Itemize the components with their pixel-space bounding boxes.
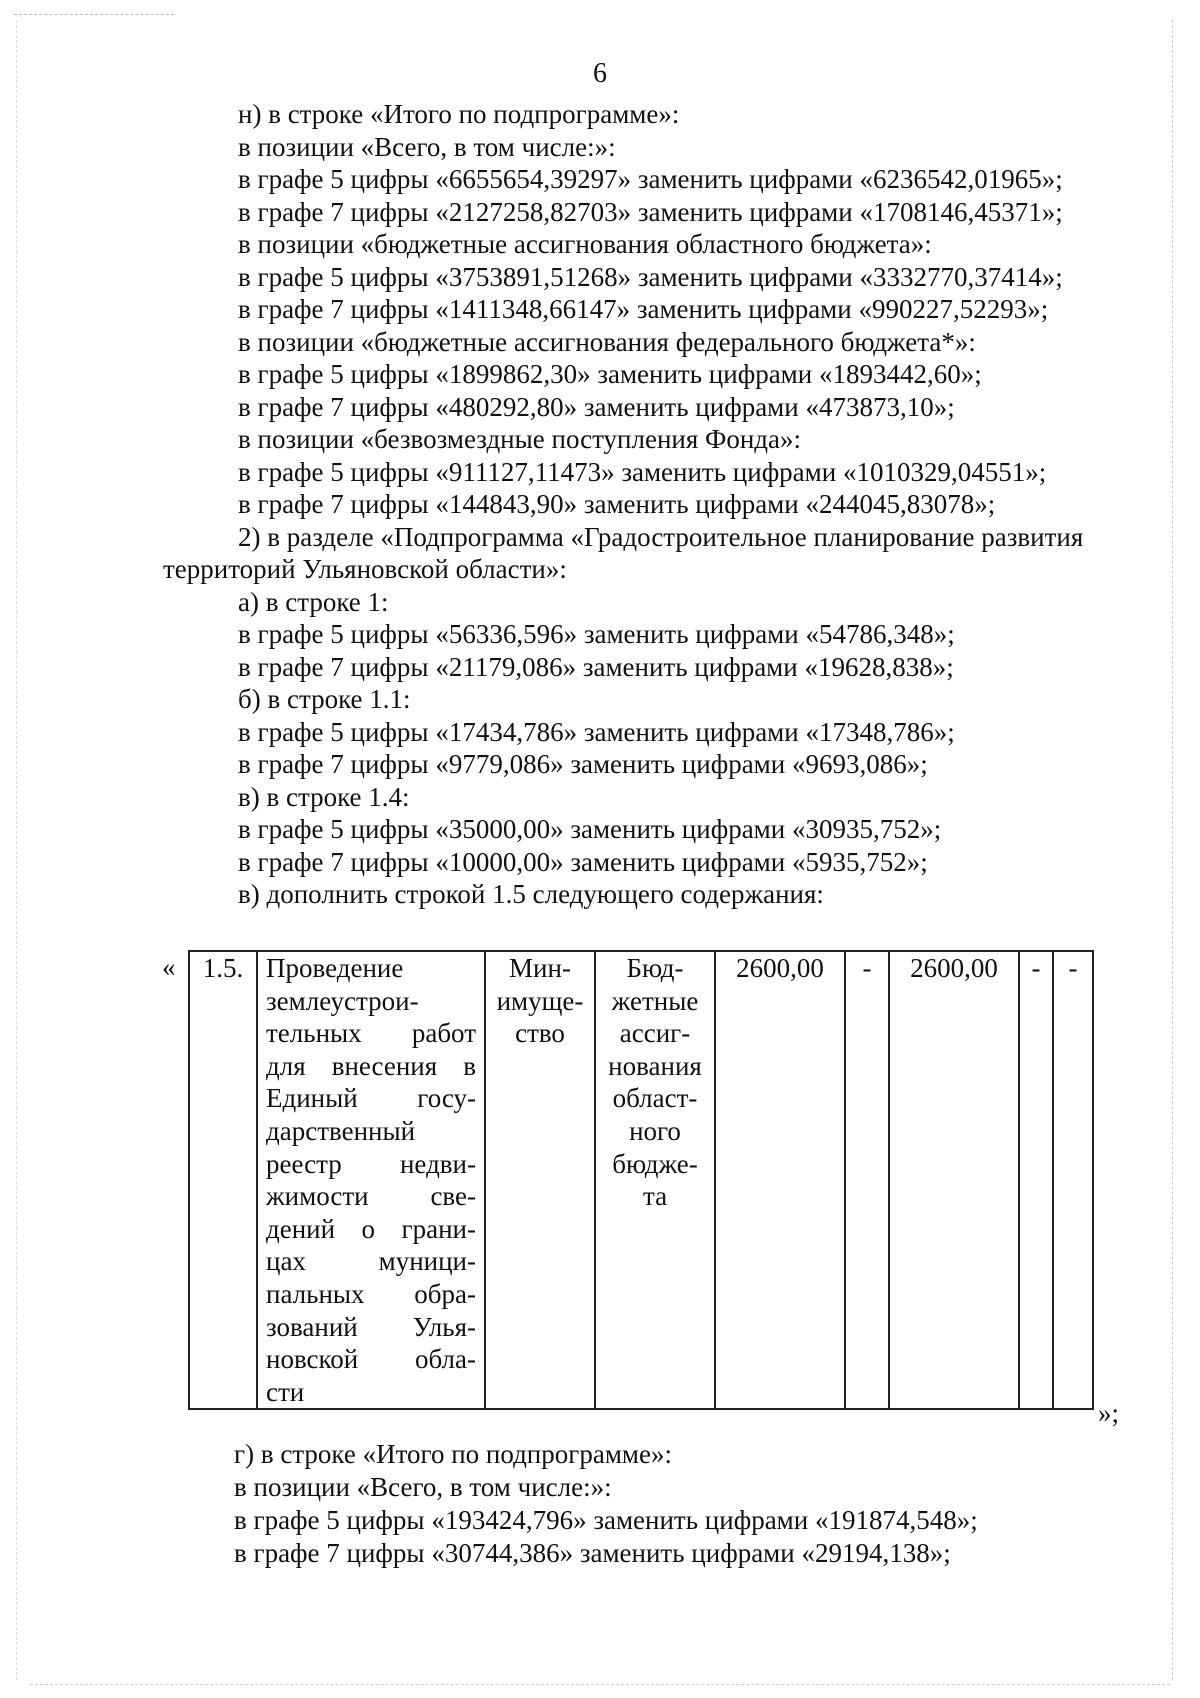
cell-text-line: Проведение [266,953,404,983]
text-line: в графе 7 цифры «21179,086» заменить цифрами «19628,838»; [238,651,954,682]
page-number: 6 [593,58,607,89]
cell-text-line: новской обла- [266,1344,476,1375]
cell-text-line: жимости све- [266,1181,476,1212]
cell-text-line: дений о грани- [266,1213,476,1244]
cell-text-line: област- [612,1083,698,1114]
cell-text-line: нования [608,1050,702,1081]
cell-text-line: та [642,1181,668,1212]
cell-text-line: ного [629,1115,681,1146]
text-line: б) в строке 1.1: [238,684,411,714]
text-line: в графе 5 цифры «911127,11473» заменить цифрами «1010329,04551»; [238,456,1047,487]
cell-col7-total: 2600,00 [889,951,1019,1409]
scan-border-top [14,14,174,15]
inserted-row-table [188,950,1094,1410]
text-line: в графе 7 цифры «30744,386» заменить цифрами «29194,138»; [234,1538,951,1568]
cell-text-line: зований Улья- [266,1311,476,1342]
cell-text-line: бюдже- [612,1148,698,1179]
cell-text-line: тельных работ [266,1018,476,1049]
cell-text-line: дарственный [266,1115,416,1146]
cell-funding-source [595,951,715,1409]
scan-border-bottom [30,1684,1170,1685]
text-line: территорий Ульяновской области»: [163,554,567,584]
text-line: в графе 5 цифры «3753891,51268» заменить цифрами «3332770,37414»; [238,261,1063,292]
text-line: в графе 7 цифры «9779,086» заменить цифрами «9693,086»; [238,749,928,779]
text-line: г) в строке «Итого по подпрограмме»: [234,1439,672,1469]
cell-text-line: ство [515,1018,565,1049]
cell-col6: - [845,951,889,1409]
cell-text-line: Мин- [509,953,571,983]
text-line: в графе 5 цифры «6655654,39297» заменить цифрами «6236542,01965»; [238,164,1063,194]
text-line: в графе 5 цифры «193424,796» заменить цифрами «191874,548»; [234,1505,978,1535]
cell-responsible [485,951,595,1409]
text-line: в графе 5 цифры «35000,00» заменить цифрами «30935,752»; [238,814,942,844]
text-line: а) в строке 1: [238,586,389,617]
text-line: в графе 5 цифры «1899862,30» заменить цифрами «1893442,60»; [238,359,982,389]
cell-text-line: имуще- [496,985,584,1016]
text-line: в графе 7 цифры «10000,00» заменить цифрами «5935,752»; [238,846,928,877]
cell-text-line: землеустрои- [266,985,419,1016]
cell-text-line: для внесения в [266,1050,476,1081]
text-line: в графе 7 цифры «480292,80» заменить цифрами «473873,10»; [238,391,955,422]
cell-text-line: пальных обра- [266,1278,476,1309]
text-line: в графе 5 цифры «56336,596» заменить цифрами «54786,348»; [238,619,955,649]
cell-text-line: Бюд- [626,953,684,983]
cell-text-line: цах муници- [266,1246,476,1277]
text-line: в позиции «безвозмездные поступления Фонда»: [238,424,802,454]
cell-text-line: реестр недви- [266,1148,476,1179]
text-line: в) в строке 1.4: [238,781,410,812]
table-close-quote: »; [1098,1398,1120,1428]
text-line: в графе 7 цифры «144843,90» заменить цифрами «244045,83078»; [238,489,996,519]
cell-col9: - [1053,951,1093,1409]
text-line: 2) в разделе «Подпрограмма «Градостроительное планирование развития [238,521,1084,552]
text-line: в графе 5 цифры «17434,786» заменить цифрами «17348,786»; [238,716,955,747]
text-line: в графе 7 цифры «2127258,82703» заменить цифрами «1708146,45371»; [238,196,1063,227]
scan-border-left [16,20,17,1680]
cell-col8: - [1019,951,1053,1409]
text-line: в графе 7 цифры «1411348,66147» заменить цифрами «990227,52293»; [238,294,1049,324]
text-line: н) в строке «Итого по подпрограмме»: [238,99,680,129]
cell-text-line: сти [266,1376,305,1407]
text-line: в позиции «Всего, в том числе:»: [238,131,616,162]
cell-row-number: 1.5. [189,951,257,1409]
cell-col5-total: 2600,00 [715,951,845,1409]
text-line: в позиции «бюджетные ассигнования федерального бюджета*»: [238,326,976,357]
table-open-quote: « [162,952,176,982]
cell-text-line: жетные [611,985,699,1016]
text-line: в позиции «Всего, в том числе:»: [234,1472,612,1502]
text-line: в позиции «бюджетные ассигнования областного бюджета»: [238,229,932,259]
cell-text-line: ассиг- [619,1018,691,1049]
scan-border-right [1172,20,1173,1680]
table-row [189,951,1093,1409]
cell-activity-name [257,951,485,1409]
text-line: в) дополнить строкой 1.5 следующего содержания: [238,879,824,909]
cell-text-line: Единый госу- [266,1083,476,1114]
